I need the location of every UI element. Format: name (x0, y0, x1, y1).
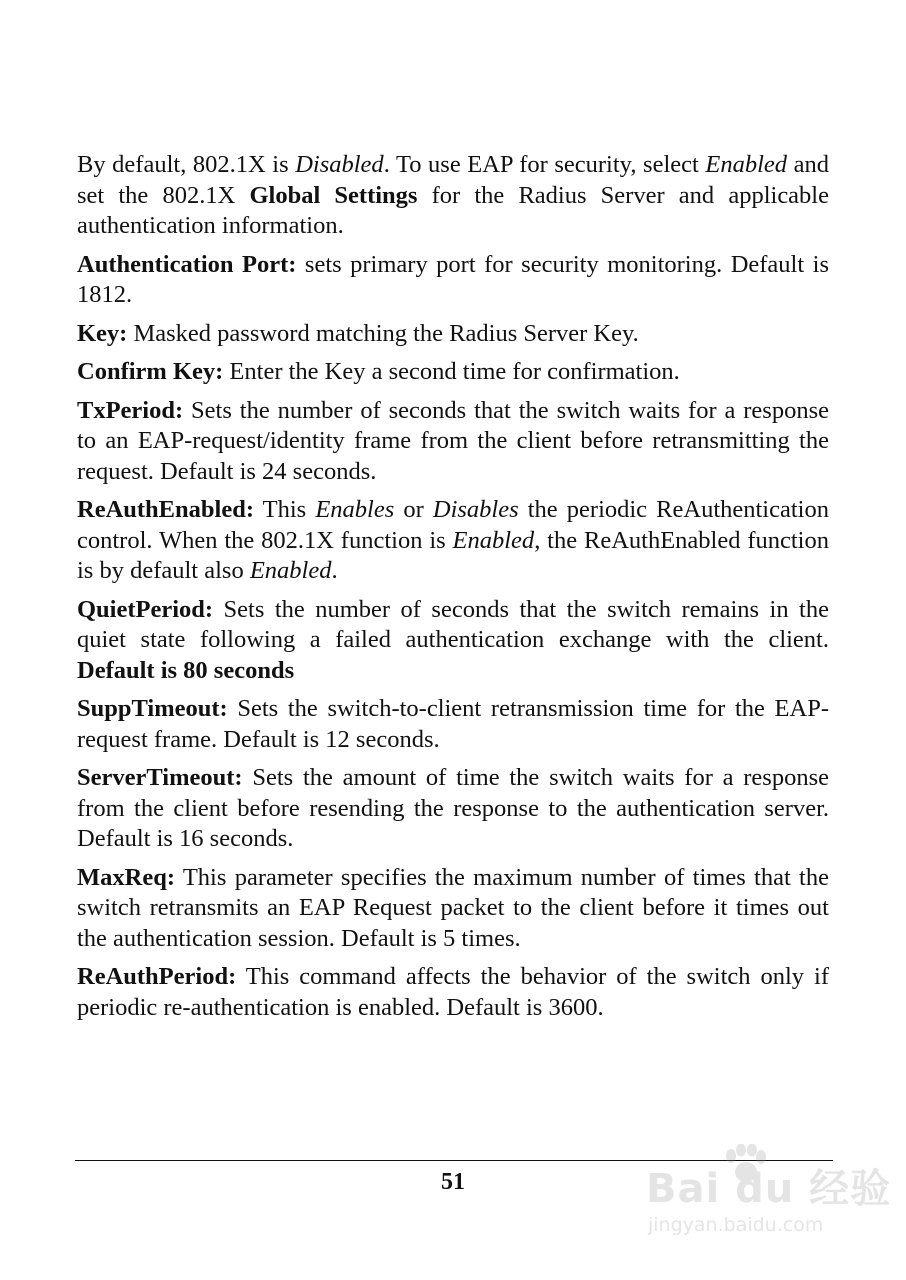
emphasis-text: Disables (432, 496, 519, 523)
term-label: Authentication Port: (77, 250, 297, 278)
body-text: for the Radius Server and applicable authentication information. (77, 181, 829, 239)
emphasis-text: Disabled (295, 151, 384, 178)
body-text: the periodic ReAuthentication control. When the 802.1X function is (77, 496, 829, 554)
emphasis-text: Enables (315, 496, 395, 523)
term-label: Default is 80 seconds (77, 656, 295, 684)
body-text: . (331, 557, 338, 584)
term-label: ReAuthEnabled: (77, 496, 254, 523)
paragraph-txperiod (77, 396, 829, 488)
body-text: and set the 802.1X (77, 151, 829, 209)
watermark-url: jingyan.baidu.com (648, 1214, 824, 1236)
paragraph-reauthenabled (77, 495, 829, 587)
paragraph-intro (77, 150, 829, 242)
body-text: Sets the amount of time the switch waits for a response from the client before resending the response to the authentication server. Default is 16 seconds. (77, 764, 829, 852)
paragraph-reauthperiod (77, 962, 829, 1023)
body-text: Sets the number of seconds that the switch waits for a response to an EAP-request/identity frame from the client before retransmitting the request. Default is 24 seconds. (77, 396, 829, 485)
body-text: . To use EAP for security, select (383, 151, 706, 178)
page-number: 51 (441, 1169, 465, 1195)
term-label: Confirm Key: (77, 358, 224, 385)
paragraph-confirm-key (77, 357, 829, 388)
body-text: or (394, 496, 433, 523)
body-text: Enter the Key a second time for confirmation. (223, 358, 680, 385)
paragraph-supptimeout (77, 694, 829, 755)
paragraph-quietperiod (77, 595, 829, 687)
paragraph-servertimeout (77, 763, 829, 855)
term-label: ReAuthPeriod: (77, 963, 237, 990)
term-label: TxPeriod: (77, 396, 184, 424)
term-label: Key: (77, 319, 128, 347)
term-label: Global Settings (249, 181, 418, 209)
paragraph-key (77, 319, 829, 350)
emphasis-text: Enabled (249, 557, 332, 584)
term-label: SuppTimeout: (77, 695, 228, 722)
body-text: Sets the number of seconds that the switch remains in the quiet state following a failed authentication exchange with the client. (77, 595, 829, 653)
baidu-jingyan-watermark (636, 1140, 892, 1260)
term-label: QuietPeriod: (77, 595, 214, 623)
body-text: This command affects the behavior of the switch only if periodic re-authentication is enabled. Default is 3600. (77, 963, 829, 1021)
watermark-brand: Bai du 经验 (646, 1166, 892, 1212)
term-label: MaxReq: (77, 863, 175, 891)
body-text: By default, 802.1X is (77, 151, 296, 178)
document-body (77, 150, 829, 1031)
emphasis-text: Enabled (705, 151, 788, 178)
term-label: ServerTimeout: (77, 764, 243, 791)
body-text: , the ReAuthEnabled function is by default also (77, 526, 829, 584)
body-text: Masked password matching the Radius Server Key. (127, 319, 639, 347)
body-text: This parameter specifies the maximum number of times that the switch retransmits an EAP Request packet to the client before it times out the authentication session. Default is 5 times. (77, 863, 829, 952)
body-text: sets primary port for security monitoring. Default is 1812. (77, 250, 829, 308)
body-text: This (253, 496, 316, 523)
emphasis-text: Enabled (452, 526, 535, 554)
body-text: Sets the switch-to-client retransmission time for the EAP-request frame. Default is 12 seconds. (77, 695, 829, 753)
paragraph-maxreq (77, 863, 829, 955)
paragraph-authentication-port (77, 250, 829, 311)
